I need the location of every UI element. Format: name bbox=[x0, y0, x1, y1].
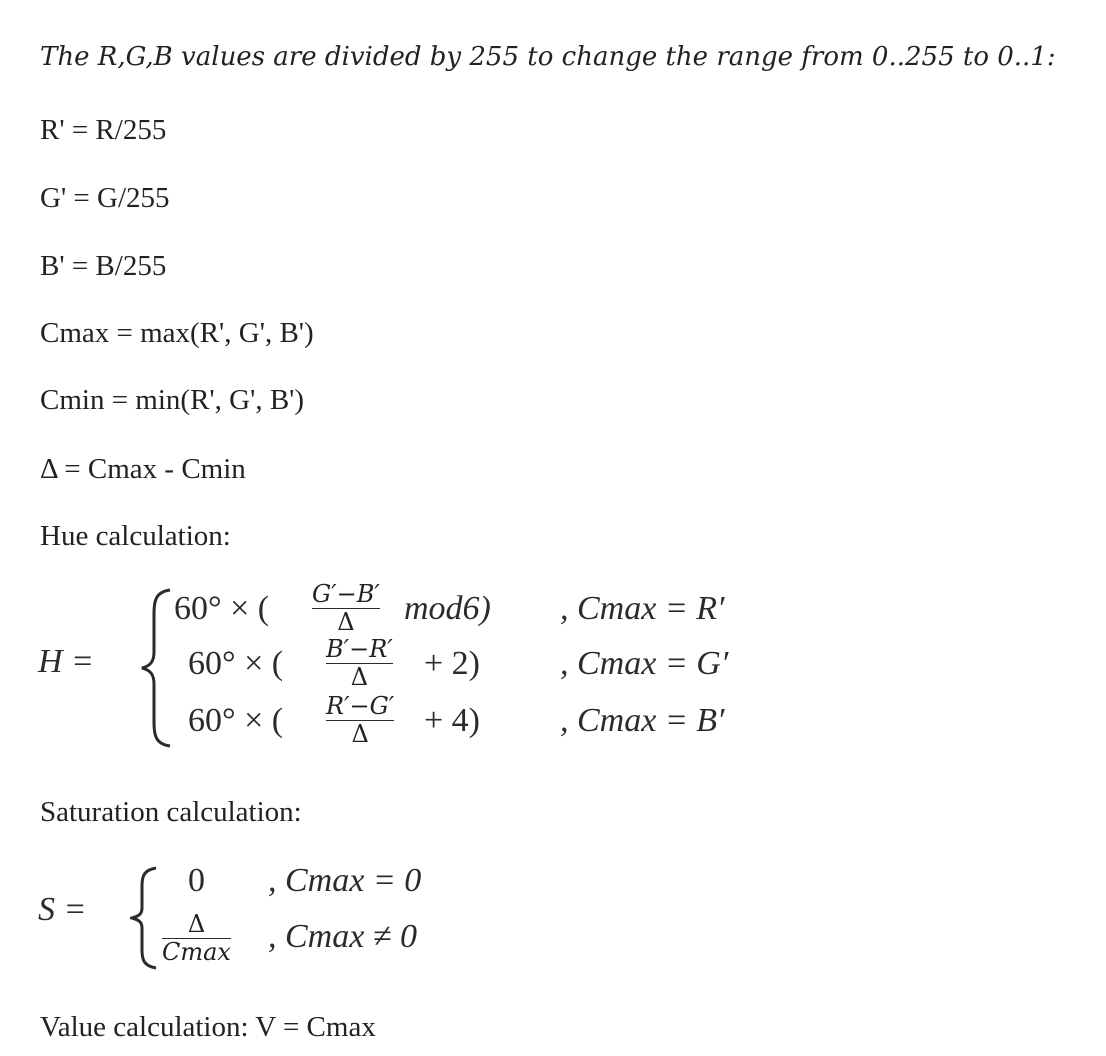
hue-case3-fraction bbox=[326, 694, 394, 747]
hue-case2-fraction bbox=[326, 637, 393, 690]
r-prime-formula: R' = R/255 bbox=[40, 114, 167, 146]
cmax-formula: Cmax = max(R', G', B') bbox=[40, 317, 314, 349]
hue-case1-fraction bbox=[312, 582, 380, 635]
g-prime-formula: G' = G/255 bbox=[40, 182, 170, 214]
saturation-case1-value: 0 bbox=[188, 862, 205, 899]
saturation-brace-icon bbox=[130, 866, 160, 970]
hue-case2-numerator: B′−R′ bbox=[326, 635, 393, 663]
hue-case1-prefix: 60° × ( bbox=[174, 590, 270, 627]
b-prime-formula: B' = B/255 bbox=[40, 250, 167, 282]
hue-case2-condition: , Cmax = G′ bbox=[560, 645, 729, 682]
saturation-case2-denominator: Cmax bbox=[162, 938, 231, 967]
hue-case3-prefix: 60° × ( bbox=[188, 702, 284, 739]
hue-lhs: H = bbox=[38, 643, 94, 680]
cmin-formula: Cmin = min(R', G', B') bbox=[40, 384, 305, 416]
saturation-case2-numerator: Δ bbox=[187, 910, 206, 938]
hue-brace-icon bbox=[140, 588, 174, 748]
saturation-case2-fraction bbox=[162, 912, 231, 965]
hue-case2-prefix: 60° × ( bbox=[188, 645, 284, 682]
delta-formula: Δ = Cmax - Cmin bbox=[40, 453, 246, 485]
saturation-lhs: S = bbox=[38, 891, 87, 928]
hue-case3-denominator: Δ bbox=[351, 720, 369, 749]
hue-heading: Hue calculation: bbox=[40, 520, 231, 552]
hue-case3-condition: , Cmax = B′ bbox=[560, 702, 725, 739]
hue-case1-denominator: Δ bbox=[337, 608, 355, 637]
saturation-heading: Saturation calculation: bbox=[40, 796, 302, 828]
intro-text: The R,G,B values are divided by 255 to change the range from 0..255 to 0..1: bbox=[40, 42, 1056, 72]
hue-case1-numerator: G′−B′ bbox=[312, 580, 380, 608]
hue-case3-numerator: R′−G′ bbox=[326, 692, 395, 720]
saturation-case1-condition: , Cmax = 0 bbox=[268, 862, 422, 899]
hue-case1-condition: , Cmax = R′ bbox=[560, 590, 725, 627]
hue-case1-suffix: mod6) bbox=[404, 590, 491, 627]
saturation-case2-condition: , Cmax ≠ 0 bbox=[268, 918, 417, 955]
hue-case3-suffix: + 4) bbox=[424, 702, 480, 739]
hue-case2-denominator: Δ bbox=[350, 663, 369, 692]
value-formula: Value calculation: V = Cmax bbox=[40, 1011, 376, 1043]
hue-case2-suffix: + 2) bbox=[424, 645, 480, 682]
